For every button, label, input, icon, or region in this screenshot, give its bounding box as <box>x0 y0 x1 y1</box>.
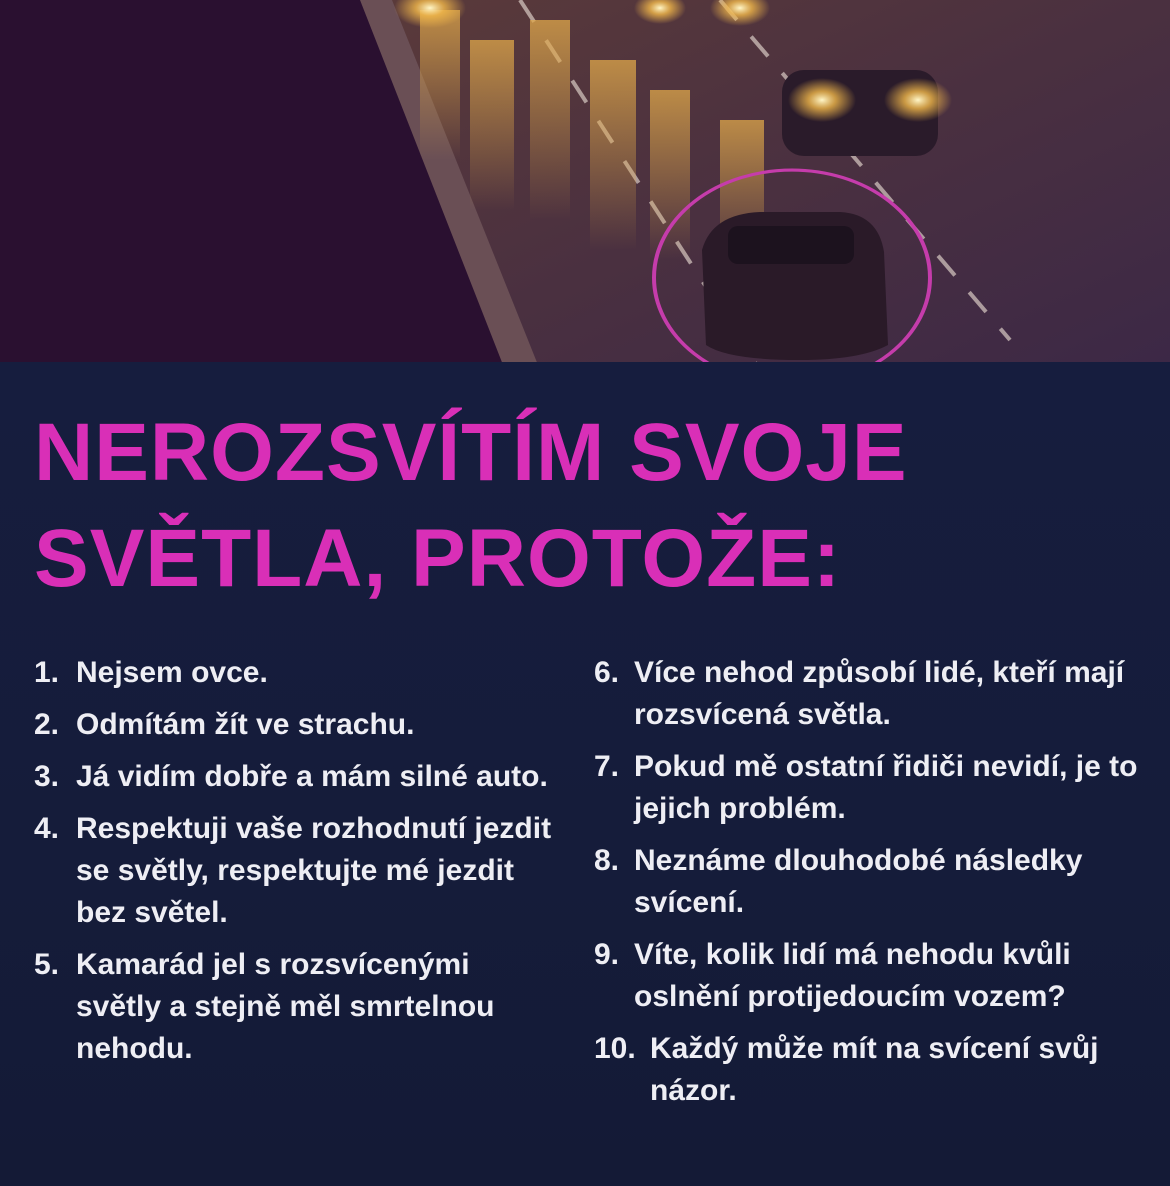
list-item <box>34 808 554 934</box>
reasons-list-left <box>34 652 554 1080</box>
item-number: 6. <box>594 656 620 689</box>
night-highway-photo <box>0 0 1170 370</box>
list-item <box>34 704 554 746</box>
item-text: Více nehod způsobí lidé, kteří mají rozsvícená světla. <box>634 656 1125 731</box>
item-number: 1. <box>34 656 60 689</box>
headline-line-2: SVĚTLA, PROTOŽE: <box>34 513 842 604</box>
list-item <box>594 746 1154 830</box>
item-text: Neznáme dlouhodobé následky svícení. <box>634 844 1083 919</box>
list-item <box>594 652 1154 736</box>
reasons-list-right <box>594 652 1154 1122</box>
list-item <box>34 756 554 798</box>
item-text: Každý může mít na svícení svůj názor. <box>650 1032 1099 1107</box>
headline-line-1: NEROZSVÍTÍM SVOJE <box>34 407 908 498</box>
item-number: 9. <box>594 938 620 971</box>
item-number: 4. <box>34 812 60 845</box>
list-item <box>34 944 554 1070</box>
item-number: 7. <box>594 750 620 783</box>
item-text: Nejsem ovce. <box>76 656 268 689</box>
item-text: Já vidím dobře a mám silné auto. <box>76 760 548 793</box>
list-item <box>34 652 554 694</box>
item-number: 10. <box>594 1032 636 1065</box>
item-text: Víte, kolik lidí má nehodu kvůli oslnění protijedoucím vozem? <box>634 938 1071 1013</box>
item-text: Respektuji vaše rozhodnutí jezdit se světly, respektujte mé jezdit bez světel. <box>76 812 552 929</box>
list-item <box>594 934 1154 1018</box>
item-number: 8. <box>594 844 620 877</box>
item-text: Kamarád jel s rozsvícenými světly a stejně měl smrtelnou nehodu. <box>76 948 495 1065</box>
list-item <box>594 840 1154 924</box>
item-text: Odmítám žít ve strachu. <box>76 708 415 741</box>
headline <box>34 400 1144 612</box>
list-item <box>594 1028 1154 1112</box>
item-number: 5. <box>34 948 60 981</box>
item-number: 2. <box>34 708 60 741</box>
item-text: Pokud mě ostatní řidiči nevidí, je to jejich problém. <box>634 750 1138 825</box>
item-number: 3. <box>34 760 60 793</box>
